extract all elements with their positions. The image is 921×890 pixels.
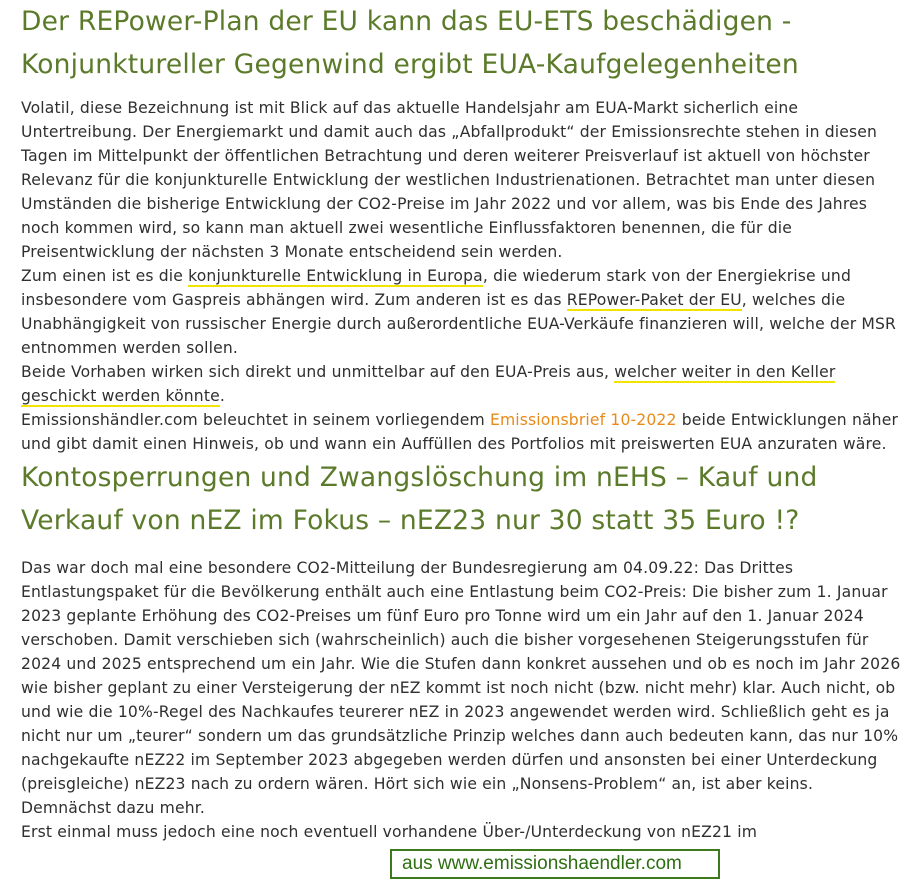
highlighted-text-repower: REPower-Paket der EU — [566, 291, 742, 309]
emissionsbrief-link[interactable]: Emissionsbrief 10-2022 — [489, 411, 677, 429]
article-paragraph-volatility — [21, 96, 901, 456]
paragraph-text: Volatil, diese Bezeichnung ist mit Blick auf das aktuelle Handelsjahr am EUA-Markt sicherlich eine Untertreibung. Der Energiemarkt und damit auch das „Abfallprodukt“ der Emissionsrechte stehen in diesen Tagen im Mittelpunkt der öffentlichen Betrachtung und deren weiterer Preisverlauf ist aktuell von höchster Relevanz für die konjunkturelle Entwicklung der westlichen Industrienationen. Betrachtet man unter diesen Umständen die bisherige Entwicklung der CO2-Preise im Jahr 2022 und vor allem, was bis Ende des Jahres noch kommen wird, so kann man aktuell zwei wesentliche Einflussfaktoren benennen, die für die Preisentwicklung der nächsten 3 Monate entscheidend sein werden. — [21, 99, 878, 261]
source-watermark: aus www.emissionshaendler.com — [390, 849, 720, 879]
paragraph-text: beide Entwicklungen näher und gibt damit einen Hinweis, ob und wann ein Auffüllen des Portfolios mit preiswerten EUA anzuraten wäre. — [21, 411, 899, 453]
paragraph-text: Das war doch mal eine besondere CO2-Mitteilung der Bundesregierung am 04.09.22: Das Drittes Entlastungspaket für die Bevölkerung enthält auch eine Entlastung beim CO2-Preis: Die bisher zum 1. Januar 2023 geplante Erhöhung des CO2-Preises um fünf Euro pro Tonne wird um ein Jahr auf den 1. Januar 2024 verschoben. Damit verschieben sich (wahrscheinlich) auch die bisher vorgesehenen Steigerungsstufen für 2024 und 2025 entsprechend um ein Jahr. Wie die Stufen dann konkret aussehen und ob es noch im Jahr 2026 wie bisher geplant zu einer Versteigerung der nEZ kommt ist noch nicht (bzw. nicht mehr) klar. Auch nicht, ob und wie die 10%-Regel des Nachkaufes teurerer nEZ in 2023 angewendet werden wird. Schließlich geht es ja nicht nur um „teurer“ sondern um das grundsätzliche Prinzip welches dann auch bedeuten kann, das nur 10% nachgekaufte nEZ22 im September 2023 abgegeben werden dürfen und ansonsten bei einer Unterdeckung (preisgleiche) nEZ23 nach zu ordern wären. Hört sich wie ein „Nonsens-Problem“ an, ist aber keins. Demnächst dazu mehr. — [21, 559, 901, 817]
highlighted-text-keller: welcher weiter in den Keller geschickt werden könnte — [21, 363, 836, 405]
paragraph-text: Erst einmal muss jedoch eine noch eventuell vorhandene Über-/Unterdeckung von nEZ21 im — [21, 823, 758, 841]
article-heading-nehs: Kontosperrungen und Zwangslöschung im nEHS – Kauf und Verkauf von nEZ im Fokus – nEZ23 nur 30 statt 35 Euro !? — [21, 462, 818, 536]
paragraph-text: , welches die Unabhängigkeit von russischer Energie durch außerordentliche EUA-Verkäufe finanzieren will, welche der MSR entnommen werden sollen. — [21, 291, 897, 357]
paragraph-text: Beide Vorhaben wirken sich direkt und unmittelbar auf den EUA-Preis aus, — [21, 363, 615, 381]
highlighted-text-konjunktur: konjunkturelle Entwicklung in Europa — [188, 267, 483, 285]
paragraph-text: . — [219, 387, 225, 405]
paragraph-text: Emissionshändler.com beleuchtet in seinem vorliegendem — [21, 411, 490, 429]
article-content — [21, 0, 901, 844]
paragraph-text: , die wiederum stark von der Energiekrise und insbesondere vom Gaspreis abhängen wird. Zum anderen ist es das — [21, 267, 851, 309]
article-heading-repower: Der REPower-Plan der EU kann das EU-ETS beschädigen - Konjunktureller Gegenwind ergibt EUA-Kaufgelegenheiten — [21, 6, 799, 80]
article-paragraph-nehs — [21, 556, 901, 844]
paragraph-text: Zum einen ist es die — [21, 267, 189, 285]
